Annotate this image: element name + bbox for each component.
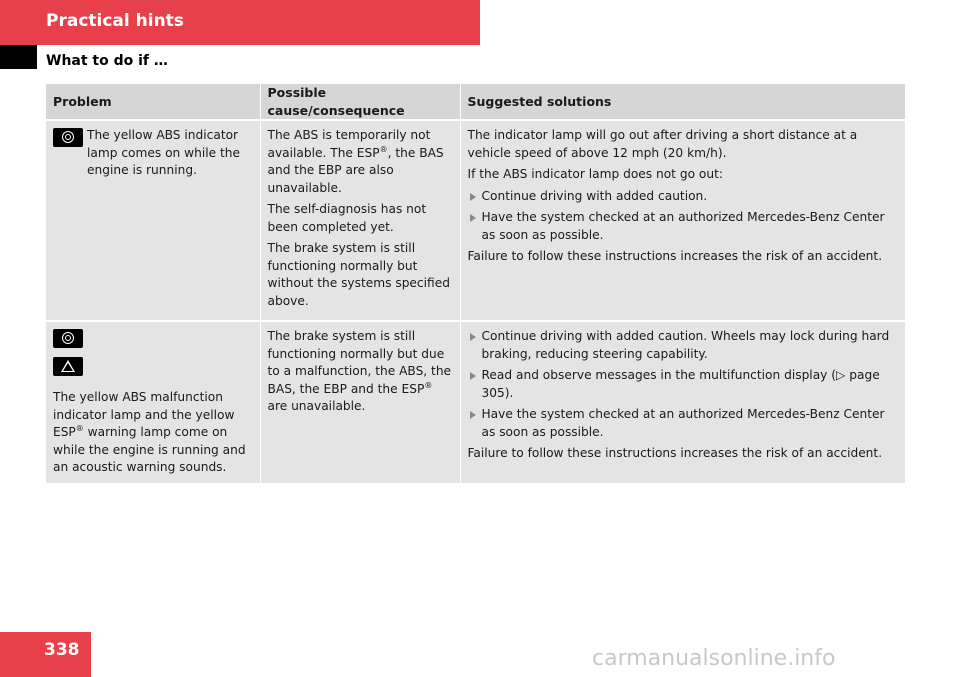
cause-paragraph: The self-diagnosis has not been completed yet. [267,202,427,234]
cause-cell [260,120,460,321]
watermark: carmanualsonline.info [592,646,836,671]
header-cause: Possible cause/consequence [260,84,460,120]
solution-bullet: Continue driving with added caution. [468,188,900,206]
header-solutions: Suggested solutions [460,84,905,120]
solution-text: The indicator lamp will go out after driving a short distance at a vehicle speed of above 12 mph (20 km/h). [467,128,858,160]
cause-paragraph: The brake system is still functioning normally but without the systems specified above. [267,241,450,308]
table-header-row [46,84,905,120]
solution-warning: Failure to follow these instructions increases the risk of an accident. [467,446,883,460]
corner-marker [0,45,37,69]
problem-text: The yellow ABS indicator lamp comes on while the engine is running. [87,128,240,177]
cause-paragraph: The ABS is temporarily not available. The ESP®, the BAS and the EBP are also unavailable. [267,128,444,195]
table-row [46,120,905,321]
chapter-header [0,0,480,45]
bullet-arrow-icon [470,193,476,201]
cause-cell [260,321,460,484]
solution-bullet: Continue driving with added caution. Wheels may lock during hard braking, reducing steering capability. [468,328,900,363]
bullet-arrow-icon [470,411,476,419]
abs-indicator-icon [53,128,83,147]
page-number: 338 [0,632,91,677]
bullet-arrow-icon [470,372,476,380]
abs-indicator-icon [53,329,83,348]
solutions-cell [460,321,905,484]
bullet-arrow-icon [470,214,476,222]
table-row [46,321,905,484]
problem-text: The yellow ABS malfunction indicator lamp and the yellow ESP® warning lamp come on while the engine is running and an acoustic warning sounds. [53,390,246,474]
problem-cell [46,321,260,484]
solution-warning: Failure to follow these instructions increases the risk of an accident. [467,249,883,263]
section-title: What to do if … [46,53,168,69]
solution-bullet: Have the system checked at an authorized Mercedes-Benz Center as soon as possible. [468,406,900,441]
header-problem: Problem [46,84,260,120]
troubleshooting-table [46,84,905,485]
solution-bullet: Read and observe messages in the multifunction display (▷ page 305). [468,367,900,402]
problem-cell [46,120,260,321]
solution-text: If the ABS indicator lamp does not go out: [467,167,723,181]
chapter-title: Practical hints [46,11,184,31]
esp-warning-icon [53,357,83,376]
solutions-cell [460,120,905,321]
solution-bullet: Have the system checked at an authorized Mercedes-Benz Center as soon as possible. [468,209,900,244]
bullet-arrow-icon [470,333,476,341]
cause-paragraph: The brake system is still functioning normally but due to a malfunction, the ABS, the BAS, the EBP and the ESP® are unavailable. [267,329,452,413]
